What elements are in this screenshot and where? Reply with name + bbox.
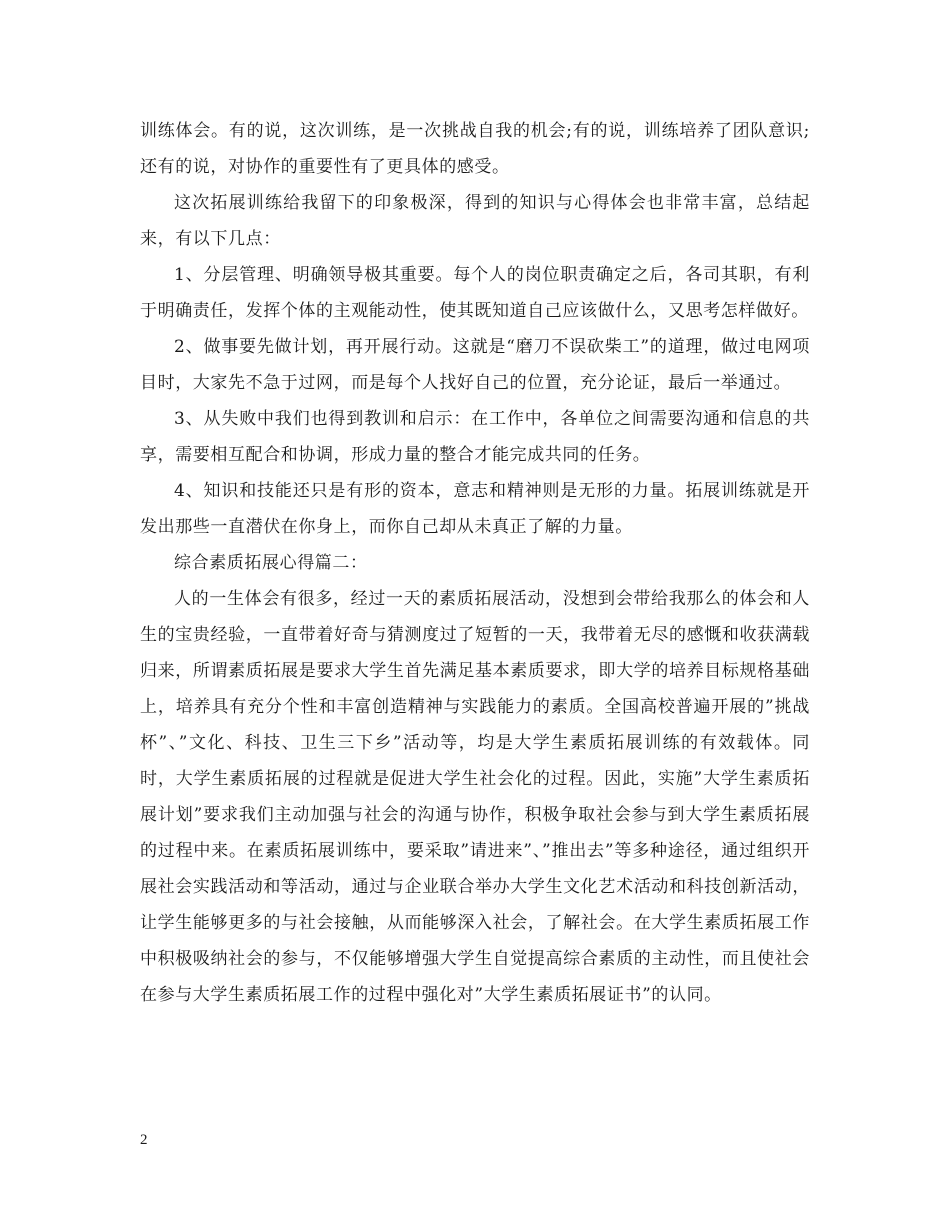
paragraph-point-3: 3、从失败中我们也得到教训和启示：在工作中，各单位之间需要沟通和信息的共享，需要相互配合和协调，形成力量的整合才能完成共同的任务。 — [140, 409, 810, 465]
section-heading: 综合素质拓展心得篇二： — [174, 553, 368, 573]
paragraph-point-1: 1、分层管理、明确领导极其重要。每个人的岗位职责确定之后，各司其职，有利于明确责任，发挥个体的主观能动性，使其既知道自己应该做什么，又思考怎样做好。 — [140, 265, 810, 321]
paragraph-point-4: 4、知识和技能还只是有形的资本，意志和精神则是无形的力量。拓展训练就是开发出那些一直潜伏在你身上，而你自己却从未真正了解的力量。 — [140, 481, 810, 537]
paragraph-summary-intro: 这次拓展训练给我留下的印象极深，得到的知识与心得体会也非常丰富，总结起来，有以下几点： — [140, 193, 810, 249]
paragraph-essay-two: 人的一生体会有很多，经过一天的素质拓展活动，没想到会带给我那么的体会和人生的宝贵经验，一直带着好奇与猜测度过了短暂的一天，我带着无尽的感慨和收获满载归来，所谓素质拓展是要求大学生首先满足基本素质要求，即大学的培养目标规格基础上，培养具有充分个性和丰富创造精神与实践能力的素质。全国高校普遍开展的”挑战杯”、”文化、科技、卫生三下乡”活动等，均是大学生素质拓展训练的有效载体。同时，大学生素质拓展的过程就是促进大学生社会化的过程。因此，实施”大学生素质拓展计划”要求我们主动加强与社会的沟通与协作，积极争取社会参与到大学生素质拓展的过程中来。在素质拓展训练中，要采取”请进来”、”推出去”等多种途径，通过组织开展社会实践活动和等活动，通过与企业联合举办大学生文化艺术活动和科技创新活动，让学生能够更多的与社会接触，从而能够深入社会，了解社会。在大学生素质拓展工作中积极吸纳社会的参与，不仅能够增强大学生自觉提高综合素质的主动性，而且使社会在参与大学生素质拓展工作的过程中强化对”大学生素质拓展证书”的认同。 — [140, 589, 810, 1005]
document-body — [140, 113, 810, 1013]
paragraph-continued: 训练体会。有的说，这次训练，是一次挑战自我的机会;有的说，训练培养了团队意识;还有的说，对协作的重要性有了更具体的感受。 — [140, 121, 810, 177]
page-number: 2 — [140, 1132, 148, 1148]
paragraph-point-2: 2、做事要先做计划，再开展行动。这就是“磨刀不误砍柴工”的道理，做过电网项目时，大家先不急于过网，而是每个人找好自己的位置，充分论证，最后一举通过。 — [140, 337, 810, 393]
